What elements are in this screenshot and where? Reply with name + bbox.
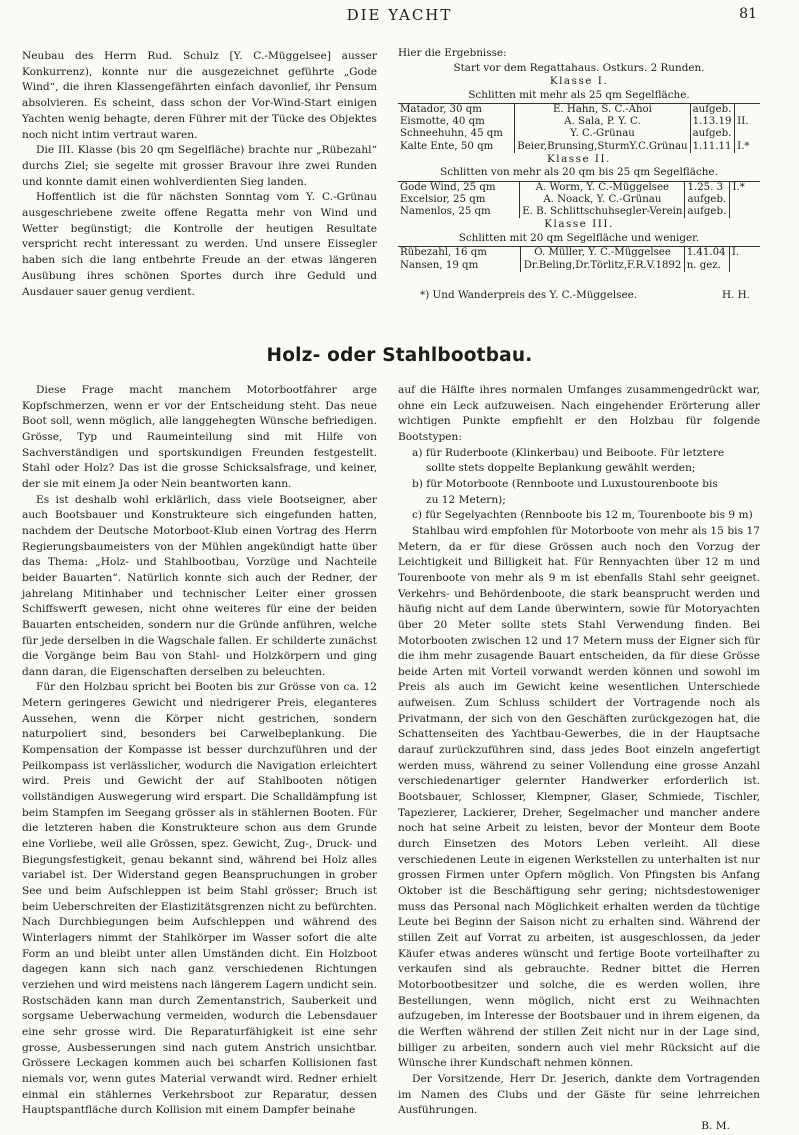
paragraph: Diese Frage macht manchem Motorbootfahrer arge Kopfschmerzen, wenn er vor der Entscheidung steht. Das neue Boot soll, wenn möglich, alle langgehegten Wünsche befriedigen. Grösse, Typ und Raumeinteilung sind mit Hilfe von Sachverständigen und sportskundigen Freunden festgestellt. Stahl oder Holz? Das ist die grosse Schicksalsfrage, und keiner, der sie mit einem Ja oder Nein beantworten kann. xyxy=(22,384,377,490)
boat-cell: Namenlos, 25 qm xyxy=(400,206,491,218)
class-subtitle: Schlitten von mehr als 20 qm bis 25 qm Segelfläche. xyxy=(440,166,718,179)
table-row xyxy=(398,247,760,260)
owner-cell: E. Hahn, S. C.-Ahoi xyxy=(515,104,690,117)
regatta-report-column xyxy=(22,49,377,300)
article-left-column xyxy=(22,383,377,1119)
page-number: 81 xyxy=(739,6,757,22)
place-cell xyxy=(730,194,760,206)
place-cell xyxy=(735,128,760,140)
place-cell: I. xyxy=(731,247,740,259)
boat-cell: Rübezahl, 16 qm xyxy=(400,247,487,259)
list-item xyxy=(398,446,760,477)
owner-cell: A. Worm, Y. C.-Müggelsee xyxy=(520,181,685,194)
author-initials: H. H. xyxy=(721,289,750,301)
running-title: DIE YACHT xyxy=(346,6,453,24)
class-title: Klasse III. xyxy=(544,218,614,231)
results-table-class-2 xyxy=(398,181,760,219)
boat-cell: Excelsior, 25 qm xyxy=(400,194,486,206)
table-row xyxy=(398,116,760,128)
table-row xyxy=(398,128,760,140)
time-cell: aufgeb. xyxy=(690,104,735,117)
list-item-continuation: sollte stets doppelte Beplankung gewählt werden; xyxy=(426,462,696,475)
results-intro: Hier die Ergebnisse: xyxy=(398,47,507,59)
class-subtitle: Schlitten mit 20 qm Segelfläche und weniger. xyxy=(458,231,700,244)
results-footnote xyxy=(420,289,750,301)
table-row xyxy=(398,104,760,117)
article-right-column xyxy=(398,383,760,1135)
time-cell: 1.25. 3 xyxy=(685,181,730,194)
paragraph: Der Vorsitzende, Herr Dr. Jeserich, dankte dem Vortragenden im Namen des Clubs und der Gäste für seine lehrreichen Ausführungen. xyxy=(398,1072,760,1117)
article-title: Holz- oder Stahlbootbau. xyxy=(266,345,533,366)
time-cell: aufgeb. xyxy=(685,206,730,218)
time-cell: 1.11.11 xyxy=(690,141,735,153)
owner-cell: Beier,Brunsing,SturmY.C.Grünau xyxy=(515,141,690,153)
list-item xyxy=(398,508,760,524)
list-item-line: b) für Motorboote (Rennboote und Luxustourenboote bis xyxy=(412,477,718,490)
boat-cell: Eismotte, 40 qm xyxy=(400,116,485,128)
table-row xyxy=(398,141,760,153)
paragraph: Stahlbau wird empfohlen für Motorboote von mehr als 15 bis 17 Metern, da er für diese Grössen auch noch den Vorzug der Leichtigkeit und Billigkeit hat. Für Rennyachten über 12 m und Tourenboote von mehr als 9 m ist ebenfalls Stahl sehr geeignet. Verkehrs- und Behördenboote, die stark beansprucht werden und häufig nicht auf dem Lande überwintern, sowie für Motoryachten über 20 Meter sollte stets Stahl Verwendung finden. Bei Motorbooten zwischen 12 und 17 Metern muss der Eigner sich für die ihm mehr zusagende Bauart entscheiden, da für diese Grösse beide Arten mit Vorteil vorwandt werden können und sowohl im Preis als auch im Gewicht keine wesentlichen Unterschiede aufweisen. Zum Schluss schildert der Vortragende noch als Privatmann, der sich von den Geschäften zurückgezogen hat, die Schattenseiten des Yachtbau-Gewerbes, die in der Hauptsache darauf zurückzuführen sind, dass jedes Boot einzeln angefertigt werden muss, während zu seiner Vollendung eine grosse Anzahl verschiedenartiger gelernter Handwerker erforderlich ist. Bootsbauer, Schlosser, Klempner, Glaser, Schmiede, Tischler, Tapezierer, Lackierer, Dreher, Segelmacher und mancher andere noch hat seine Arbeit zu leisten, bevor der Monteur dem Boote durch Einsetzen des Motors Leben verleiht. All diese verschiedenen Leute in eigenen Werkstellen zu unterhalten ist nur grossen Firmen unter Opfern möglich. Von Pfingsten bis Anfang Oktober ist die Beschäftigung sehr gering; nichtsdestoweniger muss das Personal nach Möglichkeit erhalten werden da tüchtige Leute bei Beginn der Saison nicht zu erhalten sind. Während der stillen Zeit auf Vorrat zu arbeiten, ist ausgeschlossen, da jeder Käufer etwas anderes wünscht und fertige Boote vorteilhafter zu verkaufen sind als gebrauchte. Redner bittet die Herren Motorbootbesitzer und solche, die es werden wollen, ihre Bestellungen, wenn möglich, nicht erst zu Weihnachten aufzugeben, im Interesse der Bootsbauer und in ihrem eigenen, da die Werften während der stillen Zeit nicht nur in der Lage sind, billiger zu arbeiten, sondern auch viel mehr Rücksicht auf die Wünsche ihrer Kundschaft nehmen können. xyxy=(398,524,760,1070)
class-title: Klasse I. xyxy=(549,75,609,87)
owner-cell: E. B. Schlittschuhsegler-Verein xyxy=(520,206,685,218)
page-header xyxy=(0,4,799,28)
place-cell xyxy=(729,260,760,272)
boat-cell: Nansen, 19 qm xyxy=(400,259,479,271)
regatta-results xyxy=(398,47,760,272)
time-cell: 1.13.19 xyxy=(690,116,735,128)
owner-cell: Y. C.-Grünau xyxy=(515,128,690,140)
time-cell: aufgeb. xyxy=(685,194,730,206)
paragraph: Für den Holzbau spricht bei Booten bis zur Grösse von ca. 12 Metern geringeres Gewicht und niedrigerer Preis, eleganteres Aussehen, wenn die Körper nicht gestrichen, sondern naturpoliert sind, besonders bei Carwelbeplankung. Die Kompensation der Kompasse ist besser durchzuführen und der Peilkompass ist verlässlicher, wodurch die Navigation erleichtert wird. Preis und Gewicht der auf Stahlbooten nötigen vollständigen Auswegerung wird erspart. Die Schalldämpfung ist beim Stampfen im Seegang grösser als in stählernen Booten. Für die letzteren haben die Konstrukteure schon aus dem Grunde eine Vorliebe, weil alle Grössen, spez. Gewicht, Zug-, Druck- und Biegungsfestigkeit, genau bekannt sind, während bei Holz alles variabel ist. Der Widerstand gegen Beanspruchungen in grober See und beim Aufschleppen ist beim Stahl grösser; Bruch ist beim Ueberschreiten der Elastizitätsgrenzen nicht zu befürchten. Nach Durchbiegungen beim Aufschleppen und während des Winterlagers nimmt der Stahlkörper im Wasser sofort die alte Form an und bleibt unter allen Umständen dicht. Ein Holzboot dagegen kann sich nach ganz verschiedenen Richtungen verziehen und wird meistens nach längerem Lagern undicht sein. Rostschäden kann man durch Zementanstrich, Sauberkeit und sorgsame Ueberwachung vermeiden, wodurch die Lebensdauer eine sehr grosse wird. Die Reparaturfähigkeit ist eine sehr grosse, Ausbesserungen sind nach gutem Anstrich unsichtbar. Grössere Leckagen kommen auch bei scharfen Kollisionen fast niemals vor, wenn gutes Material verwandt wird. Redner erhielt einmal ein stählernes Verkehrsboot zur Reparatur, dessen Hauptspantfläche durch Kollision mit einem Dampfer beinahe xyxy=(22,681,377,1117)
owner-cell: A. Sala, P. Y. C. xyxy=(515,116,690,128)
boat-cell: Schneehuhn, 45 qm xyxy=(400,128,503,140)
table-row xyxy=(398,206,760,218)
table-row xyxy=(398,181,760,194)
boat-cell: Matador, 30 qm xyxy=(400,104,482,115)
footnote-text: *) Und Wanderpreis des Y. C.-Müggelsee. xyxy=(420,289,638,301)
class-subtitle: Schlitten mit mehr als 25 qm Segelfläche. xyxy=(468,88,690,101)
results-table-class-1 xyxy=(398,103,760,153)
list-item xyxy=(398,477,760,508)
time-cell: n. gez. xyxy=(684,260,729,272)
table-row xyxy=(398,260,760,272)
paragraph: Die III. Klasse (bis 20 qm Segelfläche) brachte nur „Rübezahl“ durchs Ziel; sie segelte mit grosser Bravour ihre zwei Runden und konnte damit einen wohlverdienten Sieg landen. xyxy=(22,144,377,188)
list-item-line: a) für Ruderboote (Klinkerbau) und Beiboote. Für letztere xyxy=(412,446,725,459)
results-start-info: Start vor dem Regattahaus. Ostkurs. 2 Runden. xyxy=(453,61,705,74)
list-item-line: c) für Segelyachten (Rennboote bis 12 m, Tourenboote bis 9 m) xyxy=(412,509,753,522)
class-title: Klasse II. xyxy=(547,152,611,165)
list-item-continuation: zu 12 Metern); xyxy=(426,493,506,506)
time-cell: 1.41.04 xyxy=(684,247,729,260)
paragraph: Neubau des Herrn Rud. Schulz [Y. C.-Müggelsee] ausser Konkurrenz), konnte nur die ausgezeichnet geführte „Gode Wind“, die ihren Klassengefährten einfach davonlief, ihr Pensum absolvieren. Es scheint, dass schon der Vor-Wind-Start einigen Yachten wenig behagte, deren Führer mit der Tücke des Objektes noch nicht intim vertraut waren. xyxy=(22,50,377,141)
owner-cell: Dr.Beling,Dr.Törlitz,F.R.V.1892 xyxy=(521,260,684,272)
place-cell: I.* xyxy=(737,140,750,152)
paragraph: Hoffentlich ist die für nächsten Sonntag vom Y. C.-Grünau ausgeschriebene zweite offene Regatta mehr von Wind und Wetter begünstigt; die Kontrolle der heutigen Resultate verspricht recht interessant zu werden. Und unsere Eissegler haben sich die lang entbehrte Freude an der etwas längeren Ausübung ihres schönen Sportes durch ihre Geduld und Ausdauer sauer genug verdient. xyxy=(22,191,377,298)
owner-cell: O. Müller, Y. C.-Müggelsee xyxy=(521,247,684,260)
place-cell xyxy=(730,206,760,218)
place-cell xyxy=(735,104,760,117)
paragraph: Es ist deshalb wohl erklärlich, dass viele Bootseigner, aber auch Bootsbauer und Konstrukteure sich eingefunden hatten, nachdem der Deutsche Motorboot-Klub einen Vortrag des Herrn Regierungsbaumeisters von der Mühlen angekündigt hatte über das Thema: „Holz- und Stahlbootbau, Vorzüge und Nachteile beider Bauarten“. Natürlich konnte sich auch der Redner, der jahrelang Mitinhaber und technischer Leiter einer grossen Schiffswerft gewesen, nicht ohne weiteres für eine der beiden Bauarten entscheiden, sondern nur die Gründe anführen, welche für jede derselben in die Wagschale fallen. Er schilderte zunächst die Vorgänge beim Bau von Stahl- und Holzkörpern und ging dann daran, die Eigenschaften derselben zu beleuchten. xyxy=(22,493,377,678)
owner-cell: A. Noack, Y. C.-Grünau xyxy=(520,194,685,206)
boat-cell: Kalte Ente, 50 qm xyxy=(400,140,494,152)
boat-cell: Gode Wind, 25 qm xyxy=(400,181,496,193)
place-cell: II. xyxy=(737,116,749,128)
table-row xyxy=(398,194,760,206)
time-cell: aufgeb. xyxy=(690,128,735,140)
results-table-class-3 xyxy=(398,246,760,271)
author-initials: B. M. xyxy=(701,1119,730,1132)
place-cell: I.* xyxy=(732,181,745,193)
paragraph: auf die Hälfte ihres normalen Umfanges zusammengedrückt war, ohne ein Leck aufzuweisen. Nach eingehender Erörterung aller wichtigen Punkte empfiehlt er den Holzbau für folgende Bootstypen: xyxy=(398,384,760,443)
